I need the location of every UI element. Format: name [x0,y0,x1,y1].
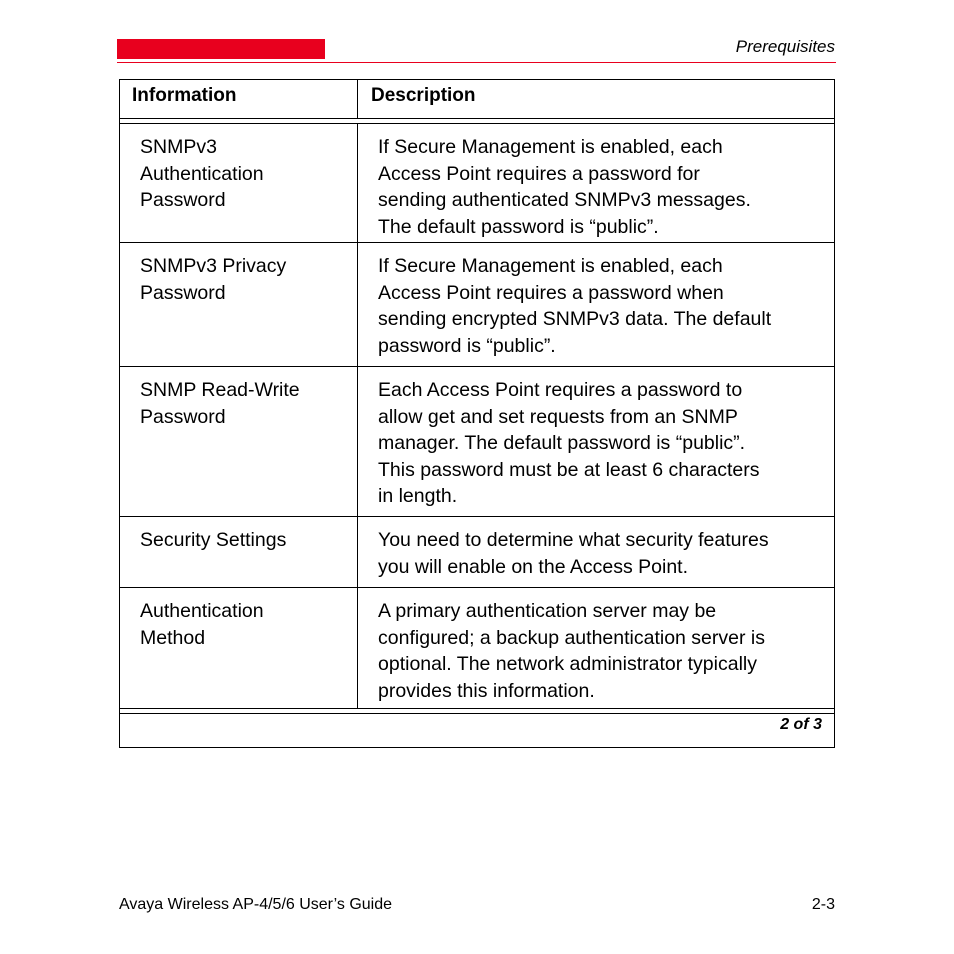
footer-guide-title: Avaya Wireless AP-4/5/6 User’s Guide [119,896,393,913]
row-information: Security Settings [140,529,287,551]
table-row [120,367,834,517]
row-information: SNMP Read-Write Password [140,379,300,428]
section-title: Prerequisites [735,37,835,56]
row-description: You need to determine what security features you will enable on the Access Point. [378,529,769,578]
header-rule [117,62,836,63]
table-footer-separator [120,713,834,714]
row-description: If Secure Management is enabled, each Access Point requires a password when sending encrypted SNMPv3 data. The default password is “public”. [378,255,772,357]
row-description: Each Access Point requires a password to allow get and set requests from an SNMP manager. The default password is “public”. This password must be at least 6 characters in length. [378,379,760,507]
footer-page-number: 2-3 [811,896,835,913]
column-divider-header [357,80,358,118]
prerequisites-table [119,79,835,748]
row-information: Authentication Method [140,600,264,649]
table-page-count: 2 of 3 [780,716,822,733]
row-description: A primary authentication server may be configured; a backup authentication server is optional. The network administrator typically provides this information. [378,600,765,702]
table-row [120,243,834,367]
table-row [120,517,834,588]
row-information: SNMPv3 Authentication Password [140,136,264,211]
row-information: SNMPv3 Privacy Password [140,255,287,304]
column-header-information: Information [132,85,237,106]
row-description: If Secure Management is enabled, each Access Point requires a password for sending authenticated SNMPv3 messages. The default password is “public”. [378,136,751,238]
header-accent-bar [117,39,325,59]
column-header-description: Description [371,85,476,106]
table-row [120,124,834,243]
table-row [120,588,834,709]
table-header [120,80,834,119]
